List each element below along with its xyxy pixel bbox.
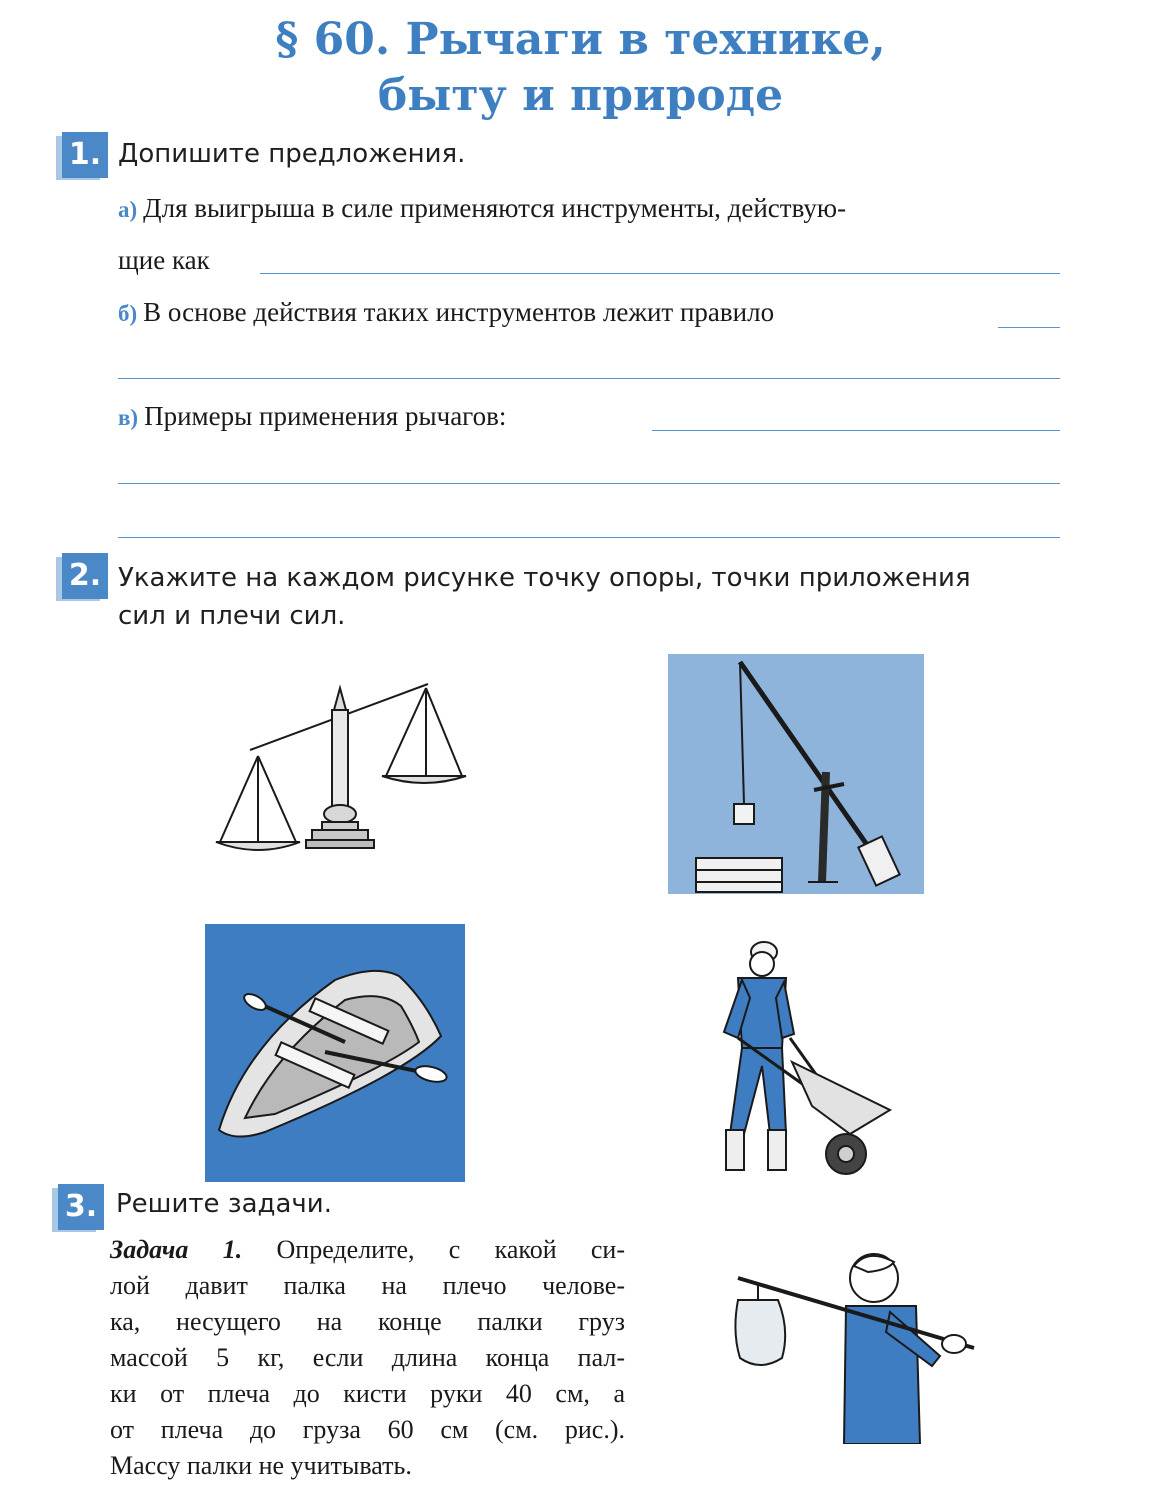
wheelbarrow-worker-icon [700,938,896,1178]
title-line-2: быту и природе [377,70,784,121]
task-1a-text-1: Для выигрыша в силе применяются инструменты, действую- [143,193,847,223]
task-3-number: 3. [64,1189,98,1224]
task-1v-letter: в) [118,405,139,430]
task-2-heading-line-2: сил и плечи сил. [118,601,346,631]
task-1b-text: В основе действия таких инструментов лежит правило [143,297,775,327]
person-carrying-stick-icon [718,1248,982,1444]
rowboat-icon [205,924,465,1182]
answer-line[interactable] [118,378,1060,379]
problem-line: Массу палки не учитывать. [110,1451,412,1480]
problem-line: ка, несущего на конце палки груз [110,1307,625,1336]
task-1a-letter: а) [118,197,138,222]
problem-line: от плеча до груза 60 см (см. рис.). [110,1415,625,1444]
answer-line[interactable] [998,327,1060,328]
task-1a-line-1 [118,191,846,227]
task-1v-text: Примеры применения рычагов: [144,401,507,431]
task-1b-line [118,295,774,331]
problem-line: ки от плеча до кисти руки 40 см, а [110,1379,625,1408]
task-2-heading-line-1: Укажите на каждом рисунке точку опоры, точки приложения [118,563,971,593]
balance-scale-icon [210,680,480,865]
task-1-number: 1. [68,137,102,172]
task-1-heading: Допишите предложения. [118,139,466,169]
answer-line[interactable] [652,430,1060,431]
problem-line: Определите, с какой си- [276,1235,626,1264]
task-3-number-badge [52,1184,104,1230]
task-1b-letter: б) [118,301,138,326]
answer-line[interactable] [118,483,1060,484]
page-title [0,12,1161,124]
task-3-heading: Решите задачи. [116,1189,332,1219]
well-sweep-icon [668,654,924,894]
task-1a-text-2: щие как [118,245,210,275]
task-2-number-badge [56,553,108,599]
title-line-1: § 60. Рычаги в технике, [275,14,886,65]
task-1v-line [118,399,506,435]
answer-line[interactable] [118,537,1060,538]
problem-line: лой давит палка на плечо челове- [110,1271,625,1300]
answer-line[interactable] [260,273,1060,274]
problem-1-text [110,1232,625,1484]
task-1-number-badge [56,132,108,178]
problem-line: массой 5 кг, если длина конца пал- [110,1343,625,1372]
task-2-number: 2. [68,558,102,593]
problem-1-label: Задача 1. [110,1235,243,1264]
